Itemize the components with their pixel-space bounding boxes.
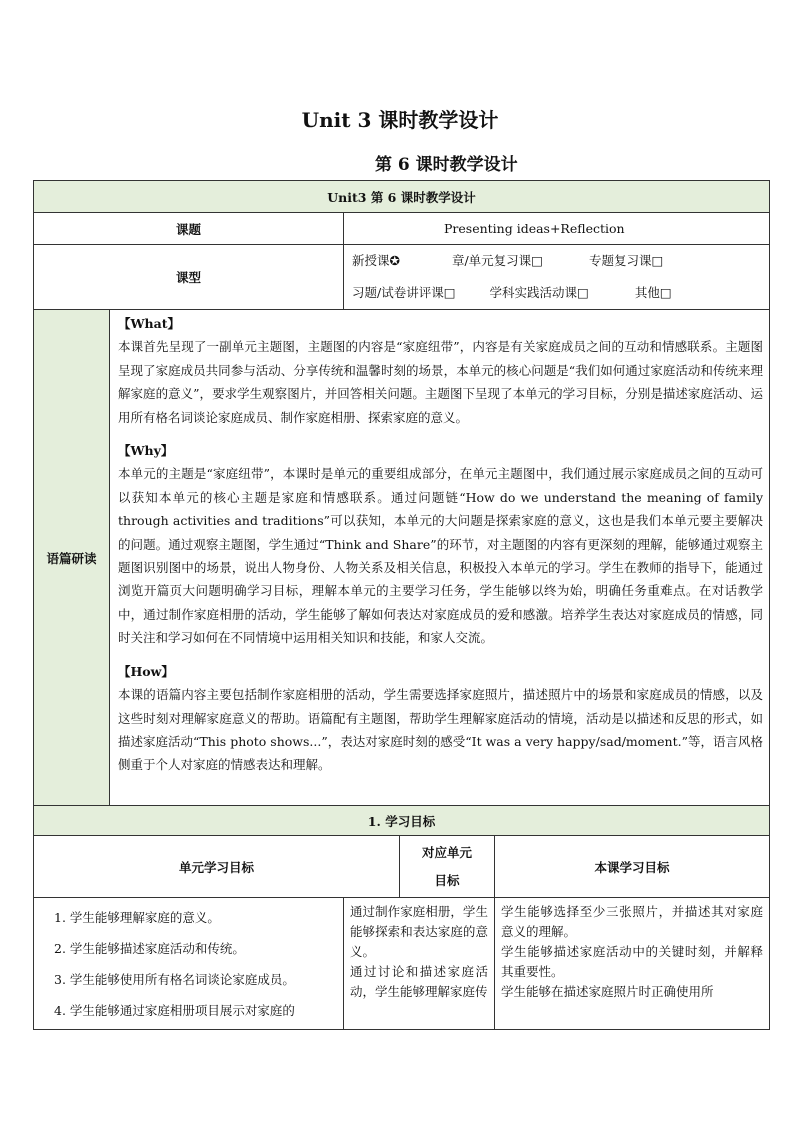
- unit-goal-item: 2. 学生能够描述家庭活动和传统。: [54, 941, 245, 956]
- unit-goals-cell: [34, 898, 344, 1030]
- lesson-plan-table: [33, 180, 770, 1030]
- option-exercise-review: 习题/试卷讲评课□: [352, 285, 456, 300]
- document-title: Unit 3 课时教学设计: [301, 108, 499, 132]
- corresponding-goal-1: 通过制作家庭相册，学生能够探索和表达家庭的意义。: [350, 904, 488, 959]
- lesson-goal-item: 学生能够描述家庭活动中的关键时刻，并解释其重要性。: [501, 944, 764, 979]
- why-text: 本单元的主题是“家庭纽带”，本课时是单元的重要组成部分，在单元主题图中，我们通过展示家庭成员之间的互动可以获知本单元的核心主题是家庭和情感联系。通过问题链“How do we understand the meaning of family through activities and traditions”可以获知，本单元的大问题是探索家庭的意义，这也是我们本单元要主要解决的问题。通过观察主题图，学生通过“Think and Share”的环节，对主题图的内容有更深刻的理解，能够通过观察主题图识别图中的场景，说出人物身份、人物关系及相关信息，积极投入本单元的学习。学生在教师的指导下，能通过浏览开篇页大问题明确学习目标，理解本单元的主要学习任务，学生能够以终为始，明确任务重难点。在对话教学中，通过制作家庭相册的活动，学生能够了解如何表达对家庭成员的爱和感激。培养学生表达对家庭成员的情感，同时关注和学习如何在不同情境中运用相关知识和技能，和家人交流。: [118, 466, 764, 646]
- topic-value: Presenting ideas+Reflection: [344, 213, 770, 245]
- unit-goals-header: 单元学习目标: [34, 836, 400, 898]
- option-other: 其他□: [634, 285, 672, 300]
- type-options-row-1: [344, 245, 769, 277]
- lesson-goal-item: 学生能够在描述家庭照片时正确使用所: [501, 984, 714, 999]
- corresponding-goals-header: 对应单元目标: [400, 836, 495, 898]
- type-label: 课型: [34, 245, 344, 310]
- type-options-row-2: [344, 277, 769, 309]
- topic-label: 课题: [34, 213, 344, 245]
- analysis-content: [110, 310, 770, 806]
- type-options: [344, 245, 770, 310]
- unit-goal-item: 3. 学生能够使用所有格名词谈论家庭成员。: [54, 972, 295, 987]
- unit-goal-item: 4. 学生能够通过家庭相册项目展示对家庭的: [54, 1003, 295, 1018]
- lesson-goal-item: 学生能够选择至少三张照片，并描述其对家庭意义的理解。: [501, 904, 764, 939]
- option-unit-review: 章/单元复习课□: [451, 253, 543, 268]
- table-header: Unit3 第 6 课时教学设计: [34, 181, 770, 213]
- lesson-goals-cell: [495, 898, 770, 1030]
- what-text: 本课首先呈现了一副单元主题图，主题图的内容是“家庭纽带”，内容是有关家庭成员之间的互动和情感联系。主题图呈现了家庭成员共同参与活动、分享传统和温馨时刻的场景，本单元的核心问题是“我们如何通过家庭活动和传统来理解家庭的意义”，要求学生观察图片，并回答相关问题。主题图下呈现了本单元的学习目标，分别是描述家庭活动、运用所有格名词谈论家庭成员、制作家庭相册、探索家庭的意义。: [118, 339, 764, 425]
- lesson-goals-header: 本课学习目标: [495, 836, 770, 898]
- option-practice-activity: 学科实践活动课□: [489, 285, 589, 300]
- what-heading: 【What】: [118, 316, 180, 331]
- corresponding-goals-cell: [344, 898, 495, 1030]
- how-heading: 【How】: [118, 663, 174, 679]
- corresponding-goal-2: 通过讨论和描述家庭活动，学生能够理解家庭传: [350, 964, 488, 999]
- how-text: 本课的语篇内容主要包括制作家庭相册的活动，学生需要选择家庭照片，描述照片中的场景和家庭成员的情感，以及这些时刻对理解家庭意义的帮助。语篇配有主题图，帮助学生理解家庭活动的情境，活动是以描述和反思的形式，如描述家庭活动“This photo shows...”，表达对家庭时刻的感受“It was a very happy/sad/moment.”等，语言风格侧重于个人对家庭的情感表达和理解。: [118, 687, 764, 773]
- option-new-lesson: 新授课✪: [352, 253, 400, 268]
- goals-header: 1. 学习目标: [34, 806, 770, 836]
- option-topic-review: 专题复习课□: [588, 253, 664, 268]
- analysis-label: 语篇研读: [34, 310, 110, 806]
- why-heading: 【Why】: [118, 443, 174, 459]
- unit-goal-item: 1. 学生能够理解家庭的意义。: [54, 910, 220, 925]
- document-subtitle: 第 6 课时教学设计: [375, 155, 518, 175]
